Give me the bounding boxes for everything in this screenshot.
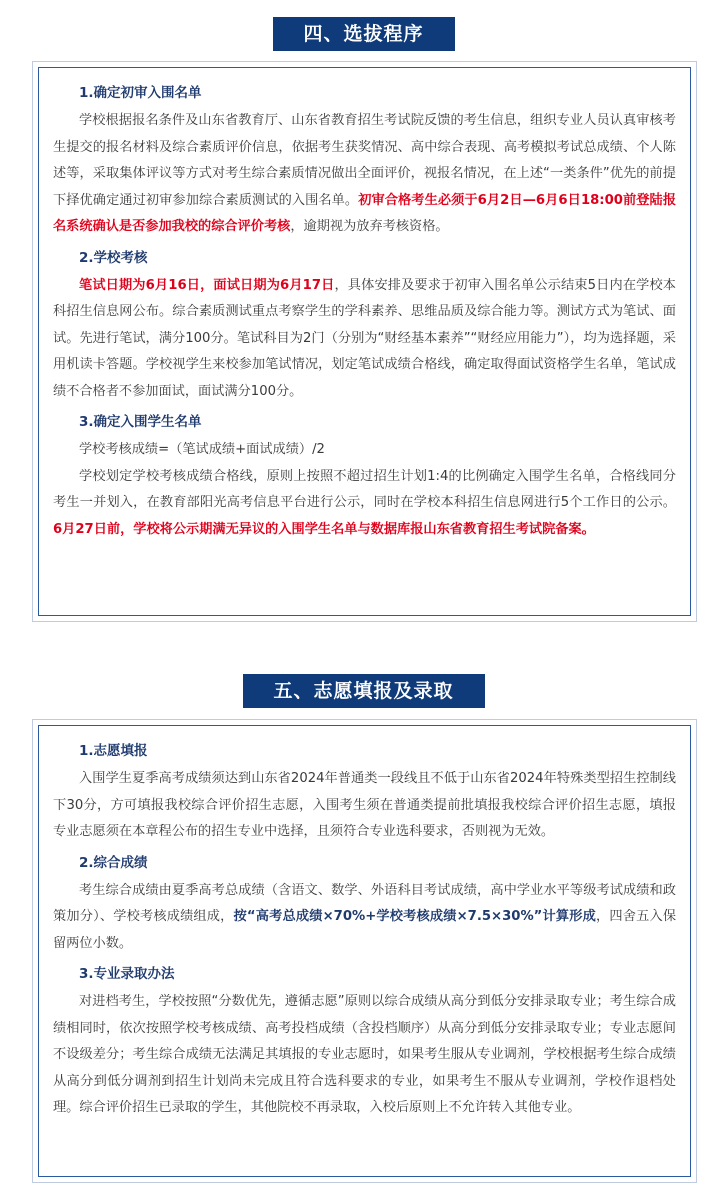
sub-4-1-highlight: 初审合格考生必须于6月2日—6月6日18:00前登陆报名系统确认是否参加我校的综合评价考核 — [53, 192, 677, 234]
sub-4-1-text: 学校根据报名条件及山东省教育厅、山东省教育招生考试院反馈的考生信息，组织专业人员认真审核考生提交的报名材料及综合素质评价信息，依据考生获奖情况、高中综合表现、高考模拟考试总成绩、个人陈述等，采取集体评议等方式对考生综合素质情况做出全面评价，视报名情况，在上述“一类条件”优先的前提下择优确定通过初审参加综合素质测试的入围名单。 — [53, 113, 676, 208]
sub-5-1-paragraph: 入围学生夏季高考成绩须达到山东省2024年普通类一段线且不低于山东省2024年特殊类型招生控制线下30分，方可填报我校综合评价招生志愿，入围考生须在普通类提前批填报我校综合评价招生志愿，填报专业志愿须在本章程公布的招生专业中选择，且须符合专业选科要求，否则视为无效。 — [53, 771, 676, 839]
sub-4-3-highlight: 6月27日前，学校将公示期满无异议的入围学生名单与数据库报山东省教育招生考试院备案。 — [53, 521, 595, 537]
sub-4-2-paragraph — [53, 273, 676, 406]
sub-4-2-highlight: 笔试日期为6月16日，面试日期为6月17日 — [79, 277, 335, 293]
sub-4-1-tail: ，逾期视为放弃考核资格。 — [290, 219, 449, 234]
section-4-box — [32, 61, 697, 622]
sub-4-3-text: 学校划定学校考核成绩合格线，原则上按照不超过招生计划1:4的比例确定入围学生名单，合格线同分考生一并划入，在教育部阳光高考信息平台进行公示，同时在学校本科招生信息网进行5个工作日的公示。 — [53, 468, 676, 510]
sub-5-1-title: 1.志愿填报 — [79, 743, 148, 759]
sub-4-1-paragraph — [53, 108, 676, 241]
sub-4-3-paragraph — [53, 464, 676, 544]
sub-4-1-title: 1.确定初审入围名单 — [79, 85, 202, 101]
sub-5-2-highlight: 按“高考总成绩×70%+学校考核成绩×7.5×30%”计算形成 — [233, 909, 596, 924]
sub-5-3-title: 3.专业录取办法 — [79, 966, 175, 982]
sub-5-3-paragraph: 对进档考生，学校按照“分数优先，遵循志愿”原则以综合成绩从高分到低分安排录取专业；考生综合成绩相同时，依次按照学校考核成绩、高考投档成绩（含投档顺序）从高分到低分安排录取专业；专业志愿间不设级差分；考生综合成绩无法满足其填报的专业志愿时，如果考生服从专业调剂，学校根据考生综合成绩从高分到低分调剂到招生计划尚未完成且符合选科要求的专业，如果考生不服从专业调剂，学校作退档处理。综合评价招生已录取的学生，其他院校不再录取，入校后原则上不允许转入其他专业。 — [53, 994, 676, 1115]
sub-4-3-title: 3.确定入围学生名单 — [79, 414, 202, 430]
sub-4-2-title: 2.学校考核 — [79, 249, 148, 266]
sub-5-2-tail: ，四舍五入保留两位小数。 — [53, 909, 677, 951]
section-5-title: 五、志愿填报及录取 — [243, 674, 485, 708]
sub-4-2-text: ，具体安排及要求于初审入围名单公示结束5日内在学校本科招生信息网公布。综合素质测试重点考察学生的学科素养、思维品质及综合能力等。测试方式为笔试、面试。先进行笔试，满分100分。笔试科目为2门（分别为“财经基本素养”“财经应用能力”），均为选择题，采用机读卡答题。学校视学生来校参加笔试情况，划定笔试成绩合格线，确定取得面试资格学生名单，笔试成绩不合格者不参加面试，面试满分100分。 — [53, 277, 676, 399]
section-4-title: 四、选拔程序 — [273, 17, 455, 51]
sub-5-2-paragraph — [53, 878, 676, 958]
section-5-inner — [38, 725, 691, 1177]
sub-4-3-formula: 学校考核成绩=（笔试成绩+面试成绩）/2 — [79, 442, 325, 457]
section-5-box — [32, 719, 697, 1183]
sub-5-2-title: 2.综合成绩 — [79, 854, 148, 871]
section-4-inner — [38, 67, 691, 616]
sub-5-2-text: 考生综合成绩由夏季高考总成绩（含语文、数学、外语科目考试成绩，高中学业水平等级考试成绩和政策加分）、学校考核成绩组成， — [53, 882, 676, 924]
